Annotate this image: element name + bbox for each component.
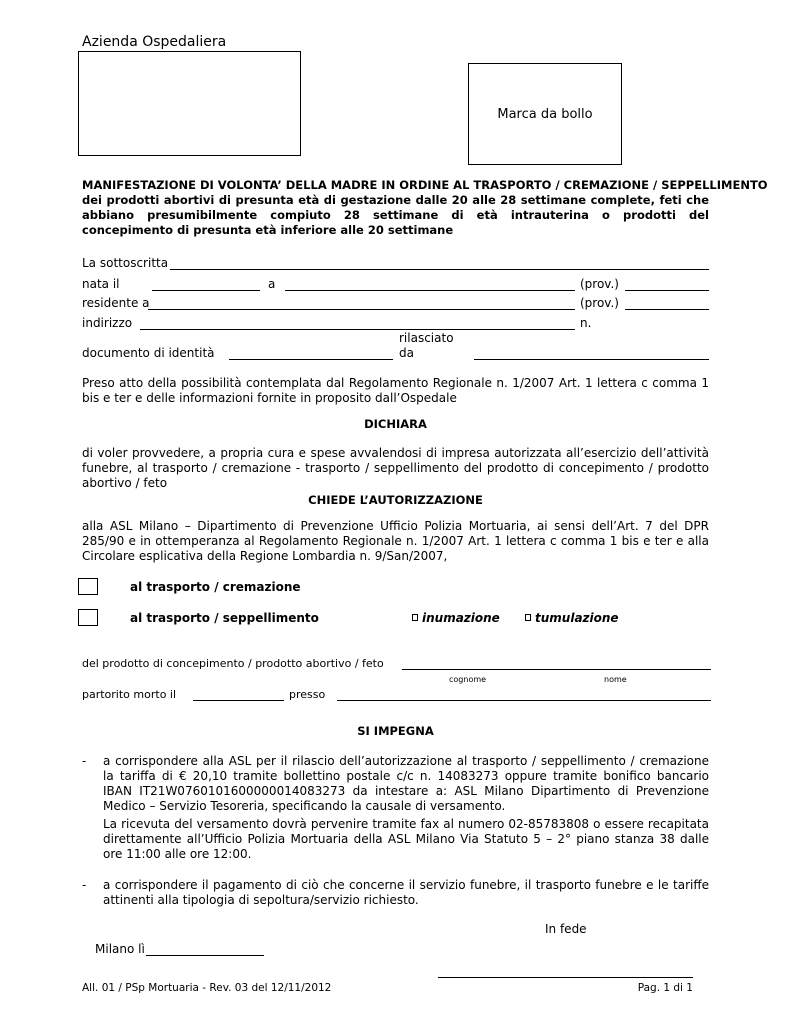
prov-residenza-label: (prov.): [580, 296, 619, 310]
sottoscritta-label: La sottoscritta: [82, 256, 169, 270]
document-subtitle: dei prodotti abortivi di presunta età di gestazione dalle 20 alle 28 settimane complete, feti che abbiano presumibilmente compiuto 28 settimane di età intrauterina o prodotti del concepimento di presunta età inferiore alle 20 settimane: [82, 193, 709, 237]
prodotto-nome-field[interactable]: [402, 669, 711, 670]
footer-revision: All. 01 / PSp Mortuaria - Rev. 03 del 12/11/2012: [82, 982, 332, 994]
da-label: da: [399, 346, 414, 360]
luogo-nascita-field[interactable]: [285, 290, 575, 291]
impegna-item-1: a corrispondere alla ASL per il rilascio dell’autorizzazione al trasporto / seppellimento / cremazione la tariffa di € 20,10 tramite bollettino postale c/c n. 14083273 oppure tramite bonifico bancario IBAN IT21W0760101600000014083273 da intestare a: ASL Milano Dipartimento di Prevenzione Medico – Servizio Tesoreria, specificando la causale di versamento.: [103, 754, 709, 813]
numero-civico-label: n.: [580, 316, 592, 330]
nata-il-field[interactable]: [152, 290, 260, 291]
inumazione-label: inumazione: [422, 611, 500, 625]
cognome-caption: cognome: [449, 675, 487, 684]
seppellimento-label: al trasporto / seppellimento: [130, 611, 319, 625]
chiede-heading: CHIEDE L’AUTORIZZAZIONE: [308, 493, 483, 507]
impegna-bullet-1: -: [82, 754, 87, 768]
residente-field[interactable]: [148, 309, 575, 310]
residente-label: residente a: [82, 296, 150, 310]
partorito-label: partorito morto il: [82, 688, 177, 701]
nata-il-label: nata il: [82, 277, 120, 291]
prov-nascita-label: (prov.): [580, 277, 619, 291]
azienda-logo-box: [78, 51, 301, 156]
prodotto-label: del prodotto di concepimento / prodotto abortivo / feto: [82, 657, 384, 670]
prov-nascita-field[interactable]: [625, 290, 709, 291]
firma-field[interactable]: [438, 977, 693, 978]
prov-residenza-field[interactable]: [625, 309, 709, 310]
document-title: MANIFESTAZIONE DI VOLONTA’ DELLA MADRE IN ORDINE AL TRASPORTO / CREMAZIONE / SEPPELLIMENTO: [82, 178, 768, 192]
marca-bollo-box: [468, 63, 622, 165]
tumulazione-checkbox[interactable]: [525, 614, 531, 621]
data-firma-field[interactable]: [146, 955, 264, 956]
sottoscritta-field[interactable]: [170, 269, 709, 270]
presso-field[interactable]: [337, 700, 711, 701]
indirizzo-field[interactable]: [140, 329, 575, 330]
preso-atto-paragraph: Preso atto della possibilità contemplata dal Regolamento Regionale n. 1/2007 Art. 1 lettera c comma 1 bis e ter e delle informazioni fornite in proposito dall’Ospedale: [82, 376, 709, 405]
partorito-data-field[interactable]: [193, 700, 284, 701]
presso-label: presso: [289, 688, 326, 701]
azienda-label: Azienda Ospedaliera: [82, 34, 227, 50]
documento-field[interactable]: [229, 359, 393, 360]
footer-page-number: Pag. 1 di 1: [637, 982, 693, 994]
impegna-heading: SI IMPEGNA: [357, 724, 434, 738]
seppellimento-checkbox[interactable]: [78, 609, 98, 626]
dichiara-heading: DICHIARA: [364, 417, 427, 431]
inumazione-checkbox[interactable]: [412, 614, 418, 621]
cremazione-checkbox[interactable]: [78, 578, 98, 595]
impegna-item-1-ricevuta: La ricevuta del versamento dovrà pervenire tramite fax al numero 02-85783808 o essere recapitata direttamente all’Ufficio Polizia Mortuaria della ASL Milano Via Statuto 5 – 2° piano stanza 38 dalle ore 11:00 alle ore 12:00.: [103, 817, 709, 861]
rilasciato-label: rilasciato: [399, 331, 454, 345]
marca-bollo-label: Marca da bollo: [497, 106, 593, 122]
luogo-nascita-label: a: [268, 277, 276, 291]
indirizzo-label: indirizzo: [82, 316, 133, 330]
cremazione-label: al trasporto / cremazione: [130, 580, 301, 594]
dichiara-paragraph: di voler provvedere, a propria cura e spese avvalendosi di impresa autorizzata all’esercizio dell’attività funebre, al trasporto / cremazione - trasporto / seppellimento del prodotto di concepimento / prodotto abortivo / feto: [82, 446, 709, 490]
rilasciato-da-field[interactable]: [474, 359, 709, 360]
nome-caption: nome: [604, 675, 627, 684]
impegna-bullet-2: -: [82, 878, 87, 892]
chiede-paragraph: alla ASL Milano – Dipartimento di Prevenzione Ufficio Polizia Mortuaria, ai sensi dell’Art. 7 del DPR 285/90 e in ottemperanza al Regolamento Regionale n. 1/2007 Art. 1 lettera c comma 1 bis e ter e alla Circolare esplicativa della Regione Lombardia n. 9/San/2007,: [82, 519, 709, 563]
milano-li-label: Milano lì: [95, 942, 145, 956]
tumulazione-label: tumulazione: [535, 611, 619, 625]
documento-label: documento di identità: [82, 346, 215, 360]
impegna-item-2: a corrispondere il pagamento di ciò che concerne il servizio funebre, il trasporto funebre e le tariffe attinenti alla tipologia di sepoltura/servizio richiesto.: [103, 878, 709, 907]
in-fede-label: In fede: [545, 922, 587, 936]
